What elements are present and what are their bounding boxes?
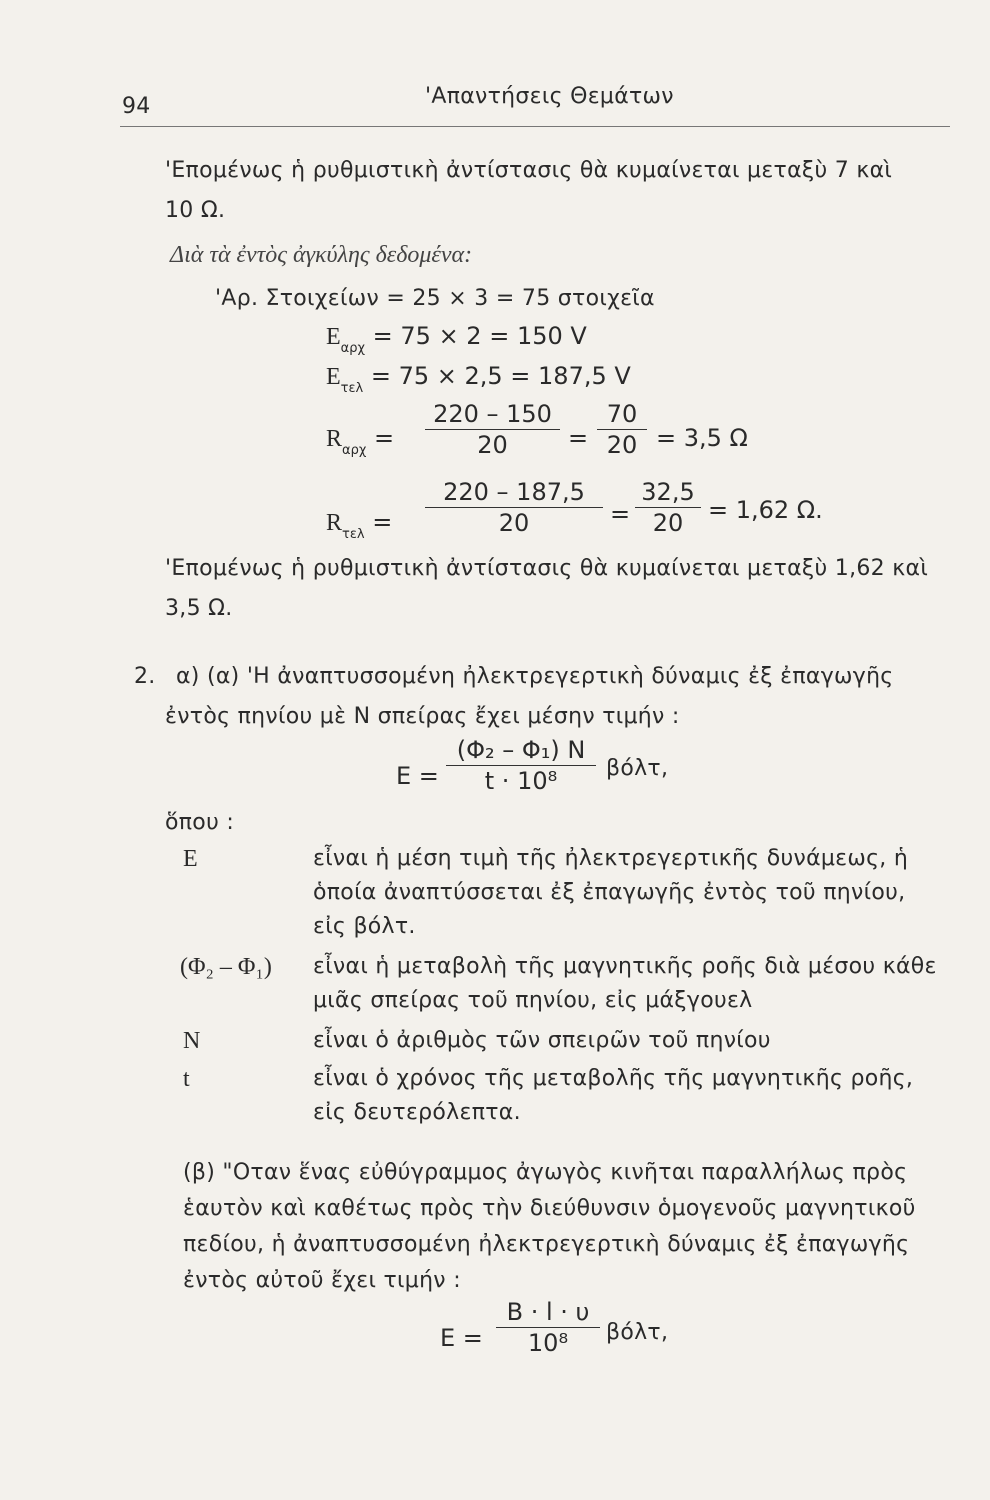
r-end-numerator-2: 32,5 — [641, 478, 695, 506]
r-start-subscript: αρχ — [342, 443, 367, 458]
fraction-bar — [597, 429, 647, 430]
e-end-subscript: τελ — [340, 381, 364, 396]
r-start-fraction-1 — [425, 400, 560, 459]
definition-line: μιᾶς σπείρας τοῦ πηνίου, εἰς μάξγουελ — [313, 988, 753, 1013]
formula1-numerator: (Φ₂ – Φ₁) N — [456, 736, 586, 764]
question-2b-line: πεδίου, ἡ ἀναπτυσσομένη ἠλεκτρεγερτικὴ δύναμις ἐξ ἐπαγωγῆς — [183, 1232, 910, 1257]
question-number: 2. — [134, 664, 156, 689]
page-number: 94 — [122, 94, 151, 119]
question-2a-line-2: ἐντὸς πηνίου μὲ N σπείρας ἔχει μέσην τιμήν : — [165, 704, 680, 729]
r-end-equals-2: = — [610, 500, 631, 528]
formula1-fraction — [446, 736, 596, 795]
e-end-expression: = 75 × 2,5 = 187,5 V — [370, 362, 631, 390]
conclusion-line-1: 'Επομένως ἡ ρυθμιστικὴ ἀντίστασις θὰ κυμαίνεται μεταξὺ 1,62 καὶ — [165, 556, 929, 581]
formula2-unit: βόλτ, — [606, 1320, 669, 1345]
r-start-lhs — [326, 424, 395, 458]
fraction-bar — [446, 765, 596, 766]
definition-line: εἶναι ὁ χρόνος τῆς μεταβολῆς τῆς μαγνητικῆς ροῆς, — [313, 1066, 914, 1091]
elements-line: 'Αρ. Στοιχείων = 25 × 3 = 75 στοιχεῖα — [215, 286, 655, 311]
r-end-fraction-1 — [425, 478, 603, 537]
question-2b-line: (β) "Οταν ἕνας εὐθύγραμμος ἀγωγὸς κινῆται παραλλήλως πρὸς — [183, 1160, 908, 1185]
definition-line: εἰς βόλτ. — [313, 914, 416, 939]
r-end-symbol: R — [326, 510, 343, 536]
header-rule — [120, 126, 950, 127]
definition-symbol: E — [183, 846, 198, 872]
formula2-fraction — [496, 1298, 600, 1357]
r-start-symbol: R — [326, 426, 343, 452]
r-end-fraction-2 — [635, 478, 701, 537]
section-heading: Διὰ τὰ ἐντὸς ἀγκύλης δεδομένα: — [170, 242, 473, 268]
r-start-result: = 3,5 Ω — [656, 424, 748, 452]
r-start-denominator-1: 20 — [477, 431, 508, 459]
definition-line: εἶναι ὁ ἀριθμὸς τῶν σπειρῶν τοῦ πηνίου — [313, 1028, 771, 1053]
definition-line: εἰς δευτερόλεπτα. — [313, 1100, 521, 1125]
r-end-result: = 1,62 Ω. — [708, 496, 823, 524]
definition-line: εἶναι ἡ μεταβολὴ τῆς μαγνητικῆς ροῆς διὰ μέσου κάθε — [313, 954, 937, 979]
formula2-lhs: E = — [440, 1324, 483, 1352]
r-end-equals-1: = — [372, 508, 393, 536]
e-end-equation — [326, 362, 631, 396]
r-end-numerator-1: 220 – 187,5 — [443, 478, 585, 506]
definition-symbol: N — [183, 1028, 201, 1054]
r-start-numerator-1: 220 – 150 — [433, 400, 552, 428]
where-label: ὅπου : — [165, 810, 235, 835]
e-start-expression: = 75 × 2 = 150 V — [372, 322, 587, 350]
r-start-numerator-2: 70 — [606, 400, 638, 428]
r-start-fraction-2 — [597, 400, 647, 459]
fraction-bar — [635, 507, 701, 508]
r-end-lhs — [326, 508, 393, 542]
e-start-equation — [326, 322, 587, 356]
definition-line: εἶναι ἡ μέση τιμὴ τῆς ἠλεκτρεγερτικῆς δυνάμεως, ἡ — [313, 846, 909, 871]
fraction-bar — [425, 507, 603, 508]
definition-line: ὁποία ἀναπτύσσεται ἐξ ἐπαγωγῆς ἐντὸς τοῦ πηνίου, — [313, 880, 906, 905]
intro-line-1: 'Επομένως ἡ ρυθμιστικὴ ἀντίστασις θὰ κυμαίνεται μεταξὺ 7 καὶ — [165, 158, 893, 183]
fraction-bar — [496, 1327, 600, 1328]
r-start-equals-1: = — [374, 424, 395, 452]
r-start-equals-2: = — [568, 424, 589, 452]
intro-line-2: 10 Ω. — [165, 198, 226, 223]
running-title: 'Απαντήσεις Θεμάτων — [425, 84, 674, 109]
e-start-subscript: αρχ — [340, 341, 366, 356]
question-2a-line-1: α) (α) 'Η ἀναπτυσσομένη ἠλεκτρεγερτικὴ δύναμις ἐξ ἐπαγωγῆς — [176, 664, 894, 689]
definition-symbol: (Φ₂ – Φ₁) — [180, 954, 272, 980]
conclusion-line-2: 3,5 Ω. — [165, 596, 233, 621]
r-start-denominator-2: 20 — [606, 431, 638, 459]
definition-symbol: t — [183, 1066, 190, 1092]
fraction-bar — [425, 429, 560, 430]
e-start-symbol: E — [326, 324, 341, 350]
e-end-symbol: E — [326, 364, 341, 390]
formula1-lhs: E = — [396, 762, 439, 790]
r-end-denominator-2: 20 — [652, 509, 684, 537]
formula1-unit: βόλτ, — [606, 756, 669, 781]
r-end-denominator-1: 20 — [498, 509, 530, 537]
r-end-subscript: τελ — [342, 527, 365, 542]
formula1-denominator: t · 10⁸ — [484, 767, 558, 795]
question-2b-line: ἐντὸς αὐτοῦ ἔχει τιμήν : — [183, 1268, 461, 1293]
formula2-numerator: B · l · υ — [506, 1298, 590, 1326]
formula2-denominator: 10⁸ — [527, 1329, 569, 1357]
question-2b-line: ἑαυτὸν καὶ καθέτως πρὸς τὴν διεύθυνσιν ὁμογενοῦς μαγνητικοῦ — [183, 1196, 916, 1221]
